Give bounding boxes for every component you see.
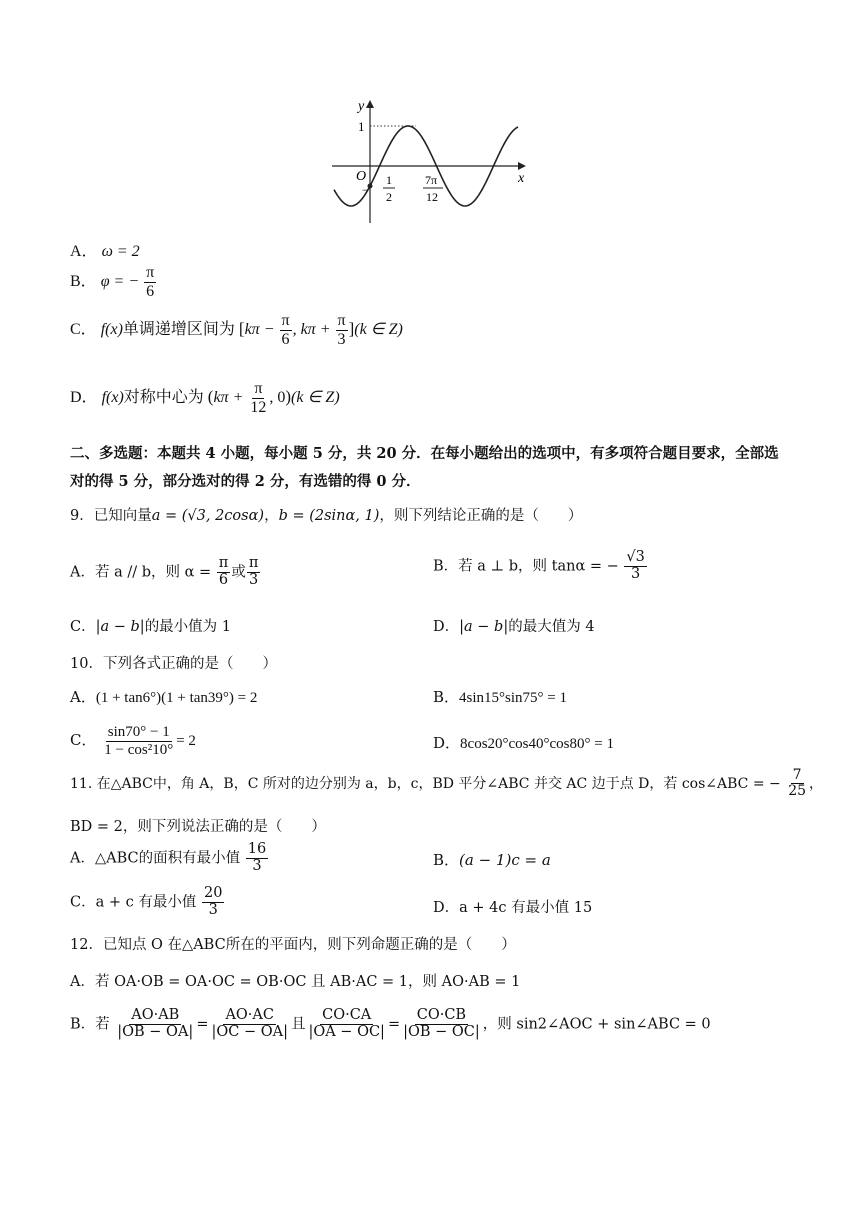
y-axis-label: y: [358, 99, 365, 114]
option-text: 的最小值为 1: [144, 619, 232, 635]
q10-option-d: [433, 732, 614, 753]
neg-half-den: 2: [386, 190, 392, 204]
option-label: A．: [70, 243, 98, 260]
frac-den: |OB − OC|: [403, 1023, 480, 1040]
origin-label: O: [356, 169, 367, 184]
option-label: A．: [70, 974, 95, 990]
option-label: A．: [70, 688, 96, 706]
eq-sign: =: [196, 1016, 209, 1033]
frac-num: π: [337, 312, 346, 329]
option-label: D．: [70, 388, 98, 406]
q8-option-d: D． f(x)对称中心为 (kπ + $\frac{\pi}{12}$ , 0)(k ∈ Z): [70, 380, 340, 416]
frac-num: π: [218, 555, 229, 571]
option-text: 的最大值为 4: [508, 619, 595, 635]
q11-option-d: [433, 896, 592, 917]
interval-start: kπ −: [244, 320, 275, 338]
option-text: 对称中心为: [123, 388, 204, 406]
option-expr: |a − b|: [95, 619, 145, 635]
q11-option-a: [70, 842, 269, 875]
func-label: f(x): [101, 388, 124, 406]
option-text: a + 4c 有最小值 15: [459, 900, 593, 916]
option-tail: ，则 sin2∠AOC + sin∠ABC = 0: [482, 1016, 711, 1033]
option-text: φ = −: [100, 272, 140, 290]
frac-num: CO·CB: [416, 1007, 467, 1023]
question-text: 11. 在△ABC中，角 A，B，C 所对的边分别为 a，b，c，BD 平分∠ABC 并交 AC 边于点 D，若 cos∠ABC = −: [70, 775, 781, 792]
q12-option-b: [70, 1008, 711, 1041]
neg-sign-label: −: [362, 183, 369, 197]
option-text: (1 + tan6°)(1 + tan39°) = 2: [95, 690, 258, 706]
frac-num: 7: [792, 767, 802, 783]
frac-den: |OA − OC|: [308, 1023, 385, 1040]
frac-num: π: [254, 380, 263, 397]
q12-option-a: [70, 970, 520, 991]
frac-num: AO·AC: [225, 1007, 274, 1023]
option-text: 若 a ⊥ b，则 tanα = −: [458, 558, 619, 575]
frac-num: π: [248, 555, 259, 571]
option-label: C．: [70, 894, 96, 911]
option-label: B．: [433, 851, 460, 869]
q9-option-b: [433, 550, 648, 583]
q8-option-c: C． f(x)单调递增区间为 [kπ − $\frac{\pi}{6}$ , kπ + $\frac{\pi}{3}$ ](k ∈ Z): [70, 312, 403, 348]
question-number: 9．已知向量: [70, 508, 152, 524]
neg-half-num: 1: [386, 173, 392, 187]
option-text: 若 OA·OB = OA·OC = OB·OC 且 AB·AC = 1，则 AO·AB = 1: [94, 974, 521, 990]
q8-option-b: [70, 264, 157, 300]
section-2-header-line1: 二、多选题：本题共 4 小题，每小题 5 分，共 20 分．在每小题给出的选项中，有多项符合题目要求，全部选: [70, 445, 779, 462]
option-label: B．: [433, 558, 459, 575]
q8-option-a: [70, 238, 140, 261]
frac-den: 12: [250, 398, 267, 416]
option-label: D．: [433, 734, 461, 752]
option-label: B．: [70, 1016, 96, 1033]
q11-stem-line2: BD = 2，则下列说法正确的是（ ）: [70, 819, 326, 835]
q10-option-c: [70, 724, 196, 758]
vector-a-def: a = (√3, 2cosα): [151, 508, 265, 524]
frac-den: 25: [788, 783, 807, 800]
seven-pi-num: 7π: [425, 173, 438, 187]
q9-option-d: [433, 615, 595, 636]
option-label: C．: [70, 731, 97, 749]
option-text: 8cos20°cos40°cos80° = 1: [460, 736, 614, 752]
frac-num: AO·AB: [131, 1007, 180, 1023]
q9-option-c: [70, 615, 231, 636]
option-text: (a − 1)c = a: [459, 851, 551, 869]
frac-den: 3: [337, 330, 346, 348]
option-text: = 2: [176, 733, 196, 749]
q11-option-b: [433, 849, 551, 870]
sine-graph: [330, 98, 530, 226]
q10-stem: 10．下列各式正确的是（ ）: [70, 656, 277, 672]
seven-pi-den: 12: [426, 190, 438, 204]
eq-sign: =: [387, 1016, 401, 1033]
q9-option-a: [70, 556, 261, 589]
vector-b-def: b = (2sinα, 1): [278, 508, 380, 524]
frac-den: |OC − OA|: [211, 1023, 288, 1040]
frac-den: 6: [146, 282, 155, 300]
option-label: A．: [70, 850, 95, 867]
option-text: 单调递增区间为: [122, 320, 235, 338]
and-word: 且: [290, 1016, 306, 1033]
option-label: B．: [70, 272, 97, 290]
x-axis-label: x: [518, 171, 525, 186]
frac-den: |OB − OA|: [117, 1023, 194, 1040]
option-text: ω = 2: [101, 243, 140, 260]
option-text: △ABC的面积有最小值: [94, 850, 241, 867]
domain-label: (k ∈ Z): [354, 320, 403, 338]
question-tail: ，则下列结论正确的是（ ）: [379, 508, 583, 524]
frac-num: CO·CA: [322, 1007, 372, 1023]
interval-mid: , kπ +: [292, 320, 331, 338]
center-pre: kπ +: [213, 388, 244, 406]
one-tick-label: 1: [358, 119, 365, 134]
q11-stem-line1: 11. 在△ABC中，角 A，B，C 所对的边分别为 a，b，c，BD 平分∠ABC 并交 AC 边于点 D，若 cos∠ABC = − $\frac{7}{25}$ ，: [70, 767, 824, 800]
center-post: , 0: [269, 388, 286, 406]
option-text: 4sin15°sin75° = 1: [459, 690, 567, 706]
domain-label: (k ∈ Z): [291, 388, 340, 406]
option-label: D．: [433, 900, 460, 916]
or-word: 或: [231, 564, 246, 581]
frac-num: π: [281, 312, 290, 329]
option-label: C．: [70, 619, 96, 635]
frac-den: 3: [252, 857, 262, 874]
y-axis-arrow: [366, 100, 374, 108]
frac-num: sin70° − 1: [107, 724, 170, 740]
frac-num: 16: [247, 841, 267, 857]
option-label: A．: [70, 564, 95, 581]
option-label: B．: [433, 688, 460, 706]
frac-den: 6: [218, 571, 229, 588]
frac-den: 3: [631, 565, 641, 582]
q11-option-c: [70, 886, 225, 919]
section-2-header-line2: 对的得 5 分，部分选对的得 2 分，有选错的得 0 分．: [70, 473, 421, 490]
frac-num: 20: [203, 885, 223, 901]
option-text: a + c 有最小值: [95, 894, 197, 911]
q9-stem: 9．已知向量a = (√3, 2cosα)，b = (2sinα, 1)，则下列结论正确的是（ ）: [70, 508, 583, 524]
frac-den: 1 − cos²10°: [104, 741, 174, 758]
option-label: C．: [70, 320, 97, 338]
option-text: 若 a // b，则 α =: [94, 564, 212, 581]
q12-stem: 12．已知点 O 在△ABC所在的平面内，则下列命题正确的是（ ）: [70, 937, 516, 953]
q10-option-b: [433, 686, 567, 707]
option-label: D．: [433, 619, 460, 635]
frac-den: 6: [281, 330, 290, 348]
frac-den: 3: [208, 901, 218, 918]
option-expr: |a − b|: [459, 619, 509, 635]
option-text: 若: [95, 1016, 110, 1033]
frac-den: 3: [248, 571, 259, 588]
frac-num: √3: [626, 549, 645, 565]
func-label: f(x): [100, 320, 123, 338]
x-axis-arrow: [518, 162, 526, 170]
frac-num: π: [146, 264, 155, 281]
q10-option-a: [70, 686, 257, 707]
